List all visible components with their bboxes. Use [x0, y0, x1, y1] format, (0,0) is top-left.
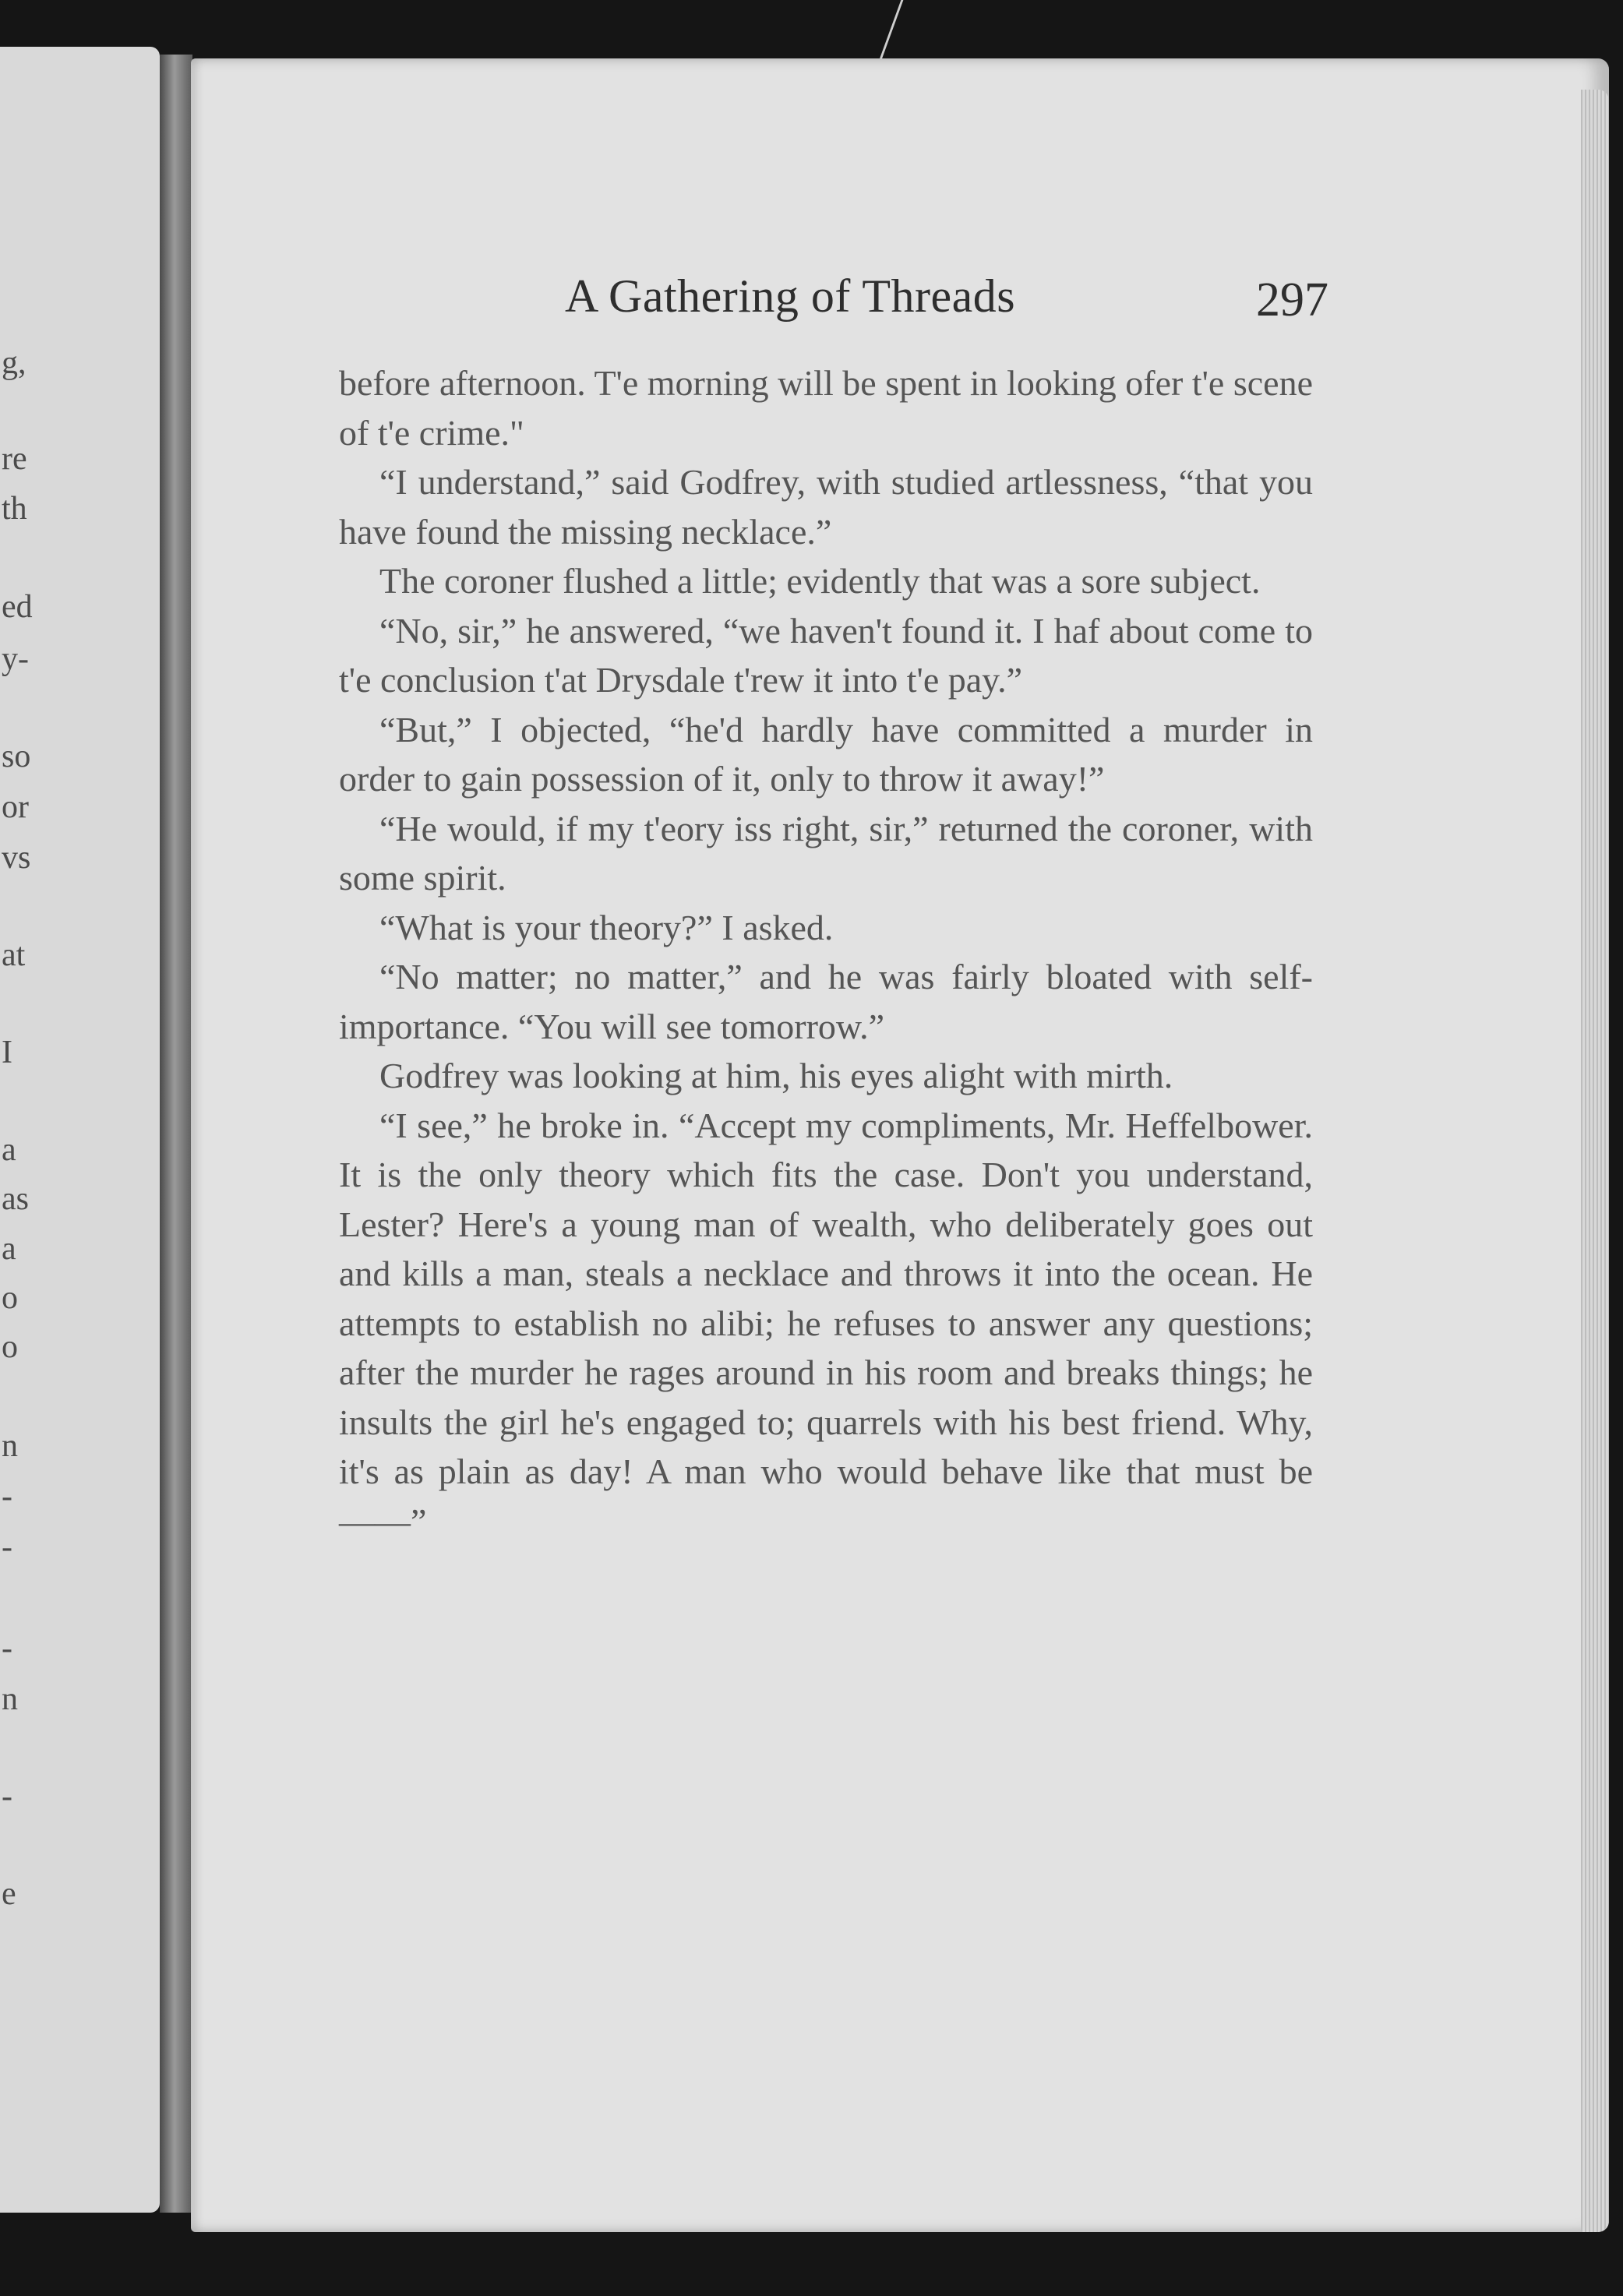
page-number: 297 [1256, 273, 1328, 326]
paragraph: “I see,” he broke in. “Accept my compliments, Mr. Heffelbower. It is the only theory which fits the case. Don't you understand, Lester? Here's a young man of wealth, who deliberately goes out and kills a man, steals a necklace and throws it into the ocean. He attempts to establish no alibi; he refuses to answer any questions; after the murder he rages around in his room and breaks things; he insults the girl he's engaged to; quarrels with his best friend. Why, it's as plain as day! A man who would behave like that must be——” [339, 1105, 1313, 1541]
fragment: o [2, 1329, 18, 1365]
paragraph: “No, sir,” he answered, “we haven't found it. I haf about come to t'e conclusion t'at Drysdale t'rew it into t'e pay.” [339, 610, 1313, 700]
fragment: at [2, 937, 26, 973]
fragment: so [2, 739, 31, 774]
fragment: or [2, 789, 29, 825]
fragment: g, [2, 345, 26, 381]
fragment: th [2, 491, 27, 527]
fragment: I [2, 1035, 12, 1070]
fragment: a [2, 1231, 16, 1267]
running-title: A Gathering of Threads [565, 270, 1016, 322]
fragment: ed [2, 589, 33, 625]
paragraph: “What is your theory?” I asked. [379, 907, 834, 947]
paragraph: “No matter; no matter,” and he was fairly bloated with self-importance. “You will see tomorrow.” [339, 957, 1313, 1046]
paragraph: “But,” I objected, “he'd hardly have committed a murder in order to gain possession of it, only to throw it away!” [339, 709, 1313, 799]
fragment: - [2, 1529, 12, 1565]
previous-page [0, 47, 160, 2213]
fragment: e [2, 1876, 16, 1912]
fragment: n [2, 1428, 18, 1464]
fragment: o [2, 1280, 18, 1316]
paragraph: “He would, if my t'eory iss right, sir,” returned the coroner, with some spirit. [339, 808, 1313, 898]
fragment: - [2, 1479, 12, 1515]
paragraph: The coroner flushed a little; evidently that was a sore subject. [379, 561, 1261, 601]
fragment: n [2, 1681, 18, 1717]
book-spine-shadow [160, 55, 192, 2213]
paragraph: before afternoon. T'e morning will be spent in looking ofer t'e scene of t'e crime." [339, 363, 1313, 453]
fragment: - [2, 1631, 12, 1666]
fragment: y- [2, 641, 29, 677]
paragraph: Godfrey was looking at him, his eyes alight with mirth. [379, 1056, 1173, 1095]
fragment: re [2, 441, 27, 477]
fragment: a [2, 1132, 16, 1168]
fragment: - [2, 1779, 12, 1815]
page-header [378, 257, 1344, 343]
fragment: vs [2, 840, 31, 876]
previous-page-text-fragments [0, 47, 47, 2213]
fragment: as [2, 1181, 29, 1217]
page-edge [1581, 90, 1609, 2232]
body-text [339, 358, 1313, 1546]
paragraph: “I understand,” said Godfrey, with studied artlessness, “that you have found the missing necklace.” [339, 462, 1313, 552]
